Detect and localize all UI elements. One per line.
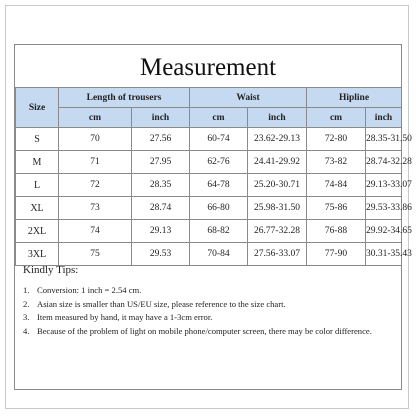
- size-cell: L: [16, 174, 59, 197]
- unit-inch: inch: [132, 108, 190, 128]
- unit-inch: inch: [248, 108, 307, 128]
- table-cell: 76-88: [307, 220, 366, 243]
- table-cell: 75-86: [307, 197, 366, 220]
- table-cell: 24.41-29.92: [248, 151, 307, 174]
- tip-item: [23, 312, 393, 324]
- table-row: [16, 174, 402, 197]
- size-cell: M: [16, 151, 59, 174]
- tip-number: 2.: [23, 298, 30, 309]
- unit-cm: cm: [59, 108, 132, 128]
- table-cell: 29.13: [132, 220, 190, 243]
- table-cell: 72: [59, 174, 132, 197]
- unit-cm: cm: [190, 108, 248, 128]
- table-cell: 71: [59, 151, 132, 174]
- size-cell: S: [16, 128, 59, 151]
- table-cell: 23.62-29.13: [248, 128, 307, 151]
- table-cell: 25.98-31.50: [248, 197, 307, 220]
- tips-title: Kindly Tips:: [23, 264, 79, 276]
- tip-item: [23, 285, 393, 297]
- table-cell: 64-78: [190, 174, 248, 197]
- table-cell: 28.35-31.50: [366, 128, 402, 151]
- table-row: [16, 151, 402, 174]
- table-cell: 70-84: [190, 243, 248, 266]
- size-cell: XL: [16, 197, 59, 220]
- tip-text: Because of the problem of light on mobile phone/computer screen, there may be color difference.: [37, 325, 372, 336]
- table-cell: 27.95: [132, 151, 190, 174]
- table-cell: 72-80: [307, 128, 366, 151]
- table-cell: 28.74-32.28: [366, 151, 402, 174]
- table-cell: 70: [59, 128, 132, 151]
- size-chart: [14, 44, 412, 390]
- header-hipline: Hipline: [307, 88, 402, 108]
- kindly-tips: [23, 264, 393, 339]
- table-cell: 27.56-33.07: [248, 243, 307, 266]
- table-cell: 60-74: [190, 128, 248, 151]
- header-waist: Waist: [190, 88, 307, 108]
- tip-number: 4.: [23, 325, 30, 336]
- unit-inch: inch: [366, 108, 402, 128]
- table-cell: 28.35: [132, 174, 190, 197]
- table-cell: 29.92-34.65: [366, 220, 402, 243]
- tip-item: [23, 299, 393, 311]
- unit-cm: cm: [307, 108, 366, 128]
- table-cell: 28.74: [132, 197, 190, 220]
- tip-number: 3.: [23, 312, 30, 322]
- table-cell: 74: [59, 220, 132, 243]
- chart-title: Measurement: [139, 54, 277, 81]
- tip-item: [23, 326, 393, 338]
- table-cell: 74-84: [307, 174, 366, 197]
- tip-text: Item measured by hand, it may have a 1-3cm error.: [37, 312, 213, 322]
- table-row: [16, 243, 402, 266]
- table-cell: 29.13-33.07: [366, 174, 402, 197]
- table-row: [16, 197, 402, 220]
- size-cell: 3XL: [16, 243, 59, 266]
- table-cell: 73: [59, 197, 132, 220]
- table-cell: 73-82: [307, 151, 366, 174]
- table-cell: 29.53-33.86: [366, 197, 402, 220]
- table-cell: 68-82: [190, 220, 248, 243]
- tip-text: Asian size is smaller than US/EU size, please reference to the size chart.: [37, 298, 286, 309]
- header-length: Length of trousers: [59, 88, 190, 108]
- table-cell: 30.31-35.43: [366, 243, 402, 266]
- header-row-units: [16, 108, 402, 128]
- table-cell: 29.53: [132, 243, 190, 266]
- header-row-groups: [16, 88, 402, 108]
- table-cell: 27.56: [132, 128, 190, 151]
- table-cell: 25.20-30.71: [248, 174, 307, 197]
- table-cell: 62-76: [190, 151, 248, 174]
- tip-text: Conversion: 1 inch = 2.54 cm.: [37, 285, 142, 295]
- size-cell: 2XL: [16, 220, 59, 243]
- size-table: [15, 87, 412, 266]
- table-cell: 77-90: [307, 243, 366, 266]
- tips-list: [23, 285, 393, 337]
- table-cell: 26.77-32.28: [248, 220, 307, 243]
- table-cell: 66-80: [190, 197, 248, 220]
- table-row: [16, 128, 402, 151]
- tip-number: 1.: [23, 285, 30, 295]
- table-cell: 75: [59, 243, 132, 266]
- table-row: [16, 220, 402, 243]
- header-size: Size: [16, 88, 59, 128]
